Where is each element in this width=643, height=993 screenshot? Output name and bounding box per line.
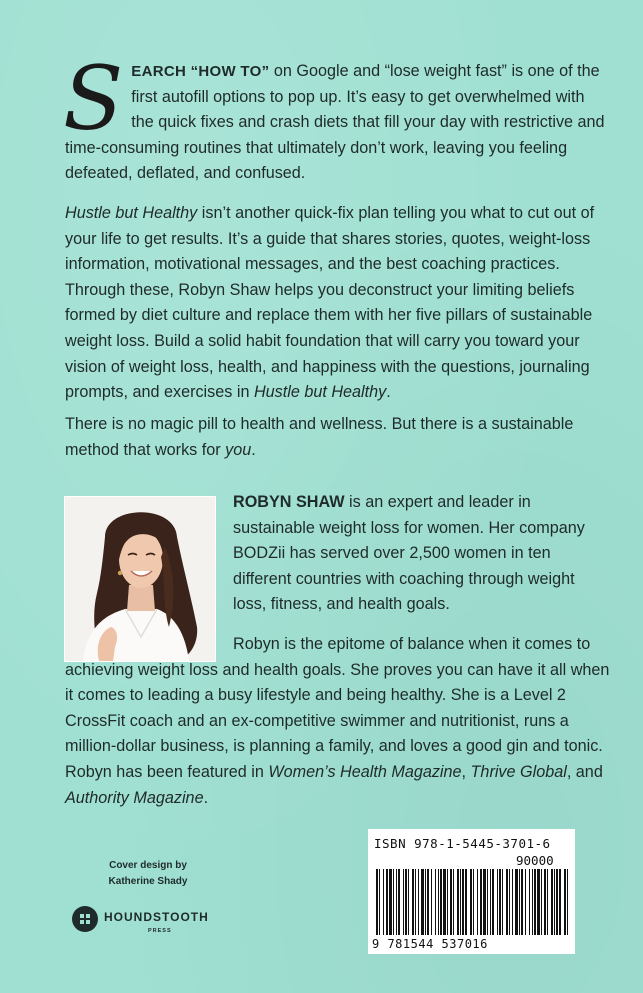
author-bio-continued bbox=[65, 632, 611, 811]
publisher-name: HOUNDSTOOTH bbox=[104, 910, 209, 924]
intro-text: on Google and “lose weight fast” is one of the first autofill options to pop up. It’s easy to get overwhelmed with the quick fixes and crash diets that fill your day with restrictive and time-consuming routines that ultimately don’t work, leaving you feeling defeated, deflated, and confused. bbox=[65, 62, 605, 183]
book-title: Hustle but Healthy bbox=[65, 204, 198, 222]
author-bio bbox=[233, 490, 611, 618]
closing-end: . bbox=[251, 440, 256, 459]
description-end: . bbox=[386, 383, 391, 402]
author-name: ROBYN SHAW bbox=[233, 493, 345, 511]
book-title-end: Hustle but Healthy bbox=[253, 383, 387, 402]
closing-text: There is no magic pill to health and wellness. But there is a sustainable method that works for bbox=[65, 415, 574, 459]
price-code: 90000 bbox=[516, 853, 554, 868]
publisher-logo bbox=[72, 906, 222, 940]
intro-lead-caps: EARCH “HOW TO” bbox=[131, 63, 270, 80]
author-bio-text: is an expert and leader in sustainable weight loss for women. Her company BODZii has served over 2,500 women in ten different countries with coaching through weight loss, fitness, and health goals. bbox=[233, 493, 585, 614]
separator-1: , bbox=[461, 762, 471, 781]
barcode-digits: 9 781544 537016 bbox=[372, 937, 488, 951]
description-text: isn’t another quick-fix plan telling you what to cut out of your life to get results. It’s a guide that shares stories, quotes, weight-loss information, motivational messages, and the best coaching practices. Through these, Robyn Shaw helps you deconstruct your limiting beliefs formed by diet culture and replace them with her five pillars of sustainable weight loss. Build a solid habit foundation that will carry you toward your vision of weight loss, health, and happiness with the questions, journaling prompts, and exercises in bbox=[65, 204, 595, 402]
publication-1: Women’s Health Magazine bbox=[268, 762, 462, 781]
separator-2: , and bbox=[566, 762, 603, 781]
credit-line-1: Cover design by bbox=[109, 860, 187, 871]
houndstooth-logo-icon bbox=[72, 906, 98, 932]
bio-end: . bbox=[203, 788, 209, 807]
intro-paragraph bbox=[63, 47, 610, 187]
publication-3: Authority Magazine bbox=[65, 788, 204, 807]
credit-line-2: Katherine Shady bbox=[108, 876, 188, 887]
drop-cap: S bbox=[63, 47, 124, 150]
isbn-barcode bbox=[368, 829, 575, 954]
cover-credits bbox=[93, 858, 203, 890]
isbn-label: ISBN 978-1-5445-3701-6 bbox=[374, 836, 551, 851]
description-paragraph bbox=[65, 201, 610, 406]
author-bio2-text: Robyn is the epitome of balance when it comes to achieving weight loss and health goals. She proves you can have it all when it comes to leading a busy lifestyle and being healthy. She is a Level 2 CrossFit coach and an ex-competitive swimmer and nutritionist, runs a million-dollar business, is planning a family, and loves a good gin and tonic. Robyn has been featured in bbox=[65, 635, 610, 781]
closing-paragraph bbox=[65, 412, 610, 463]
publication-2: Thrive Global bbox=[470, 762, 567, 781]
publisher-sub: PRESS bbox=[148, 928, 172, 934]
closing-emphasis: you bbox=[225, 440, 252, 459]
